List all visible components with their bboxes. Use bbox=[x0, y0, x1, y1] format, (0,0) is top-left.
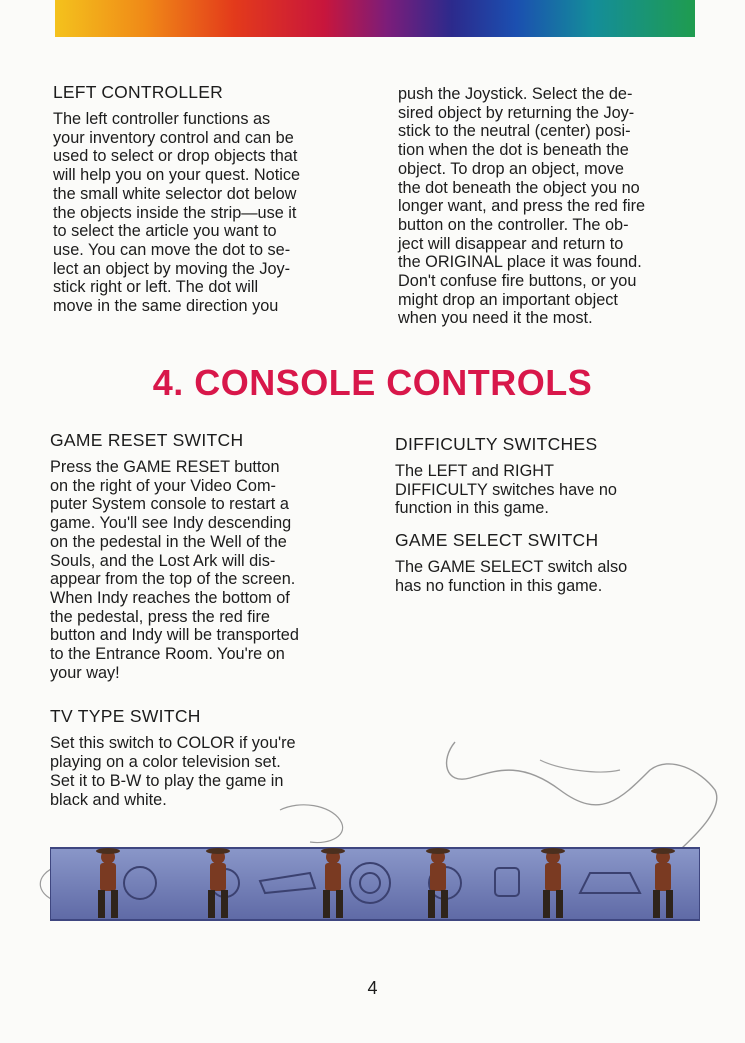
tv-type-paragraph: Set this switch to COLOR if you're playing on a color television set. Set it to B-W to play the game in black and white. bbox=[50, 734, 296, 809]
game-reset-paragraph: Press the GAME RESET button on the right of your Video Com- puter System console to restart a game. You'll see Indy descending on the pedestal in the Well of the Souls, and the Lost Ark will dis- appear from the top of the screen. When Indy reaches the bottom of the pedestal, press the red fire button and Indy will be transported to the Entrance Room. You're on your way! bbox=[50, 458, 299, 682]
page-number: 4 bbox=[367, 978, 378, 998]
game-reset-heading: GAME RESET SWITCH bbox=[50, 430, 244, 450]
game-select-heading: GAME SELECT SWITCH bbox=[395, 530, 599, 551]
difficulty-paragraph: The LEFT and RIGHT DIFFICULTY switches have no function in this game. bbox=[395, 462, 617, 518]
section-title: 4. CONSOLE CONTROLS bbox=[152, 362, 593, 403]
difficulty-heading: DIFFICULTY SWITCHES bbox=[395, 434, 598, 454]
left-controller-paragraph: The left controller functions as your inventory control and can be used to select or drop objects that will help you on your quest. Notice the small white selector dot below the objects inside the strip—use it to select the article you want to use. You can move the dot to se- lect an object by moving the Joy- stick right or left. The dot will move in the same direction you bbox=[53, 110, 301, 316]
game-select-paragraph: The GAME SELECT switch also has no function in this game. bbox=[395, 558, 628, 595]
inventory-frieze-illustration bbox=[50, 843, 700, 923]
tv-type-heading: TV TYPE SWITCH bbox=[50, 706, 201, 727]
left-controller-paragraph-continued: push the Joystick. Select the de- sired object by returning the Joy- stick to the neutral (center) posi- tion when the dot is beneath the object. To drop an object, move the dot beneath the object you no longer want, and press the red fire button on the controller. The ob- ject will disappear and return to the ORIGINAL place it was found. Don't confuse fire buttons, or you might drop an important object when you need it the most. bbox=[398, 85, 646, 328]
left-controller-heading: LEFT CONTROLLER bbox=[53, 82, 223, 102]
